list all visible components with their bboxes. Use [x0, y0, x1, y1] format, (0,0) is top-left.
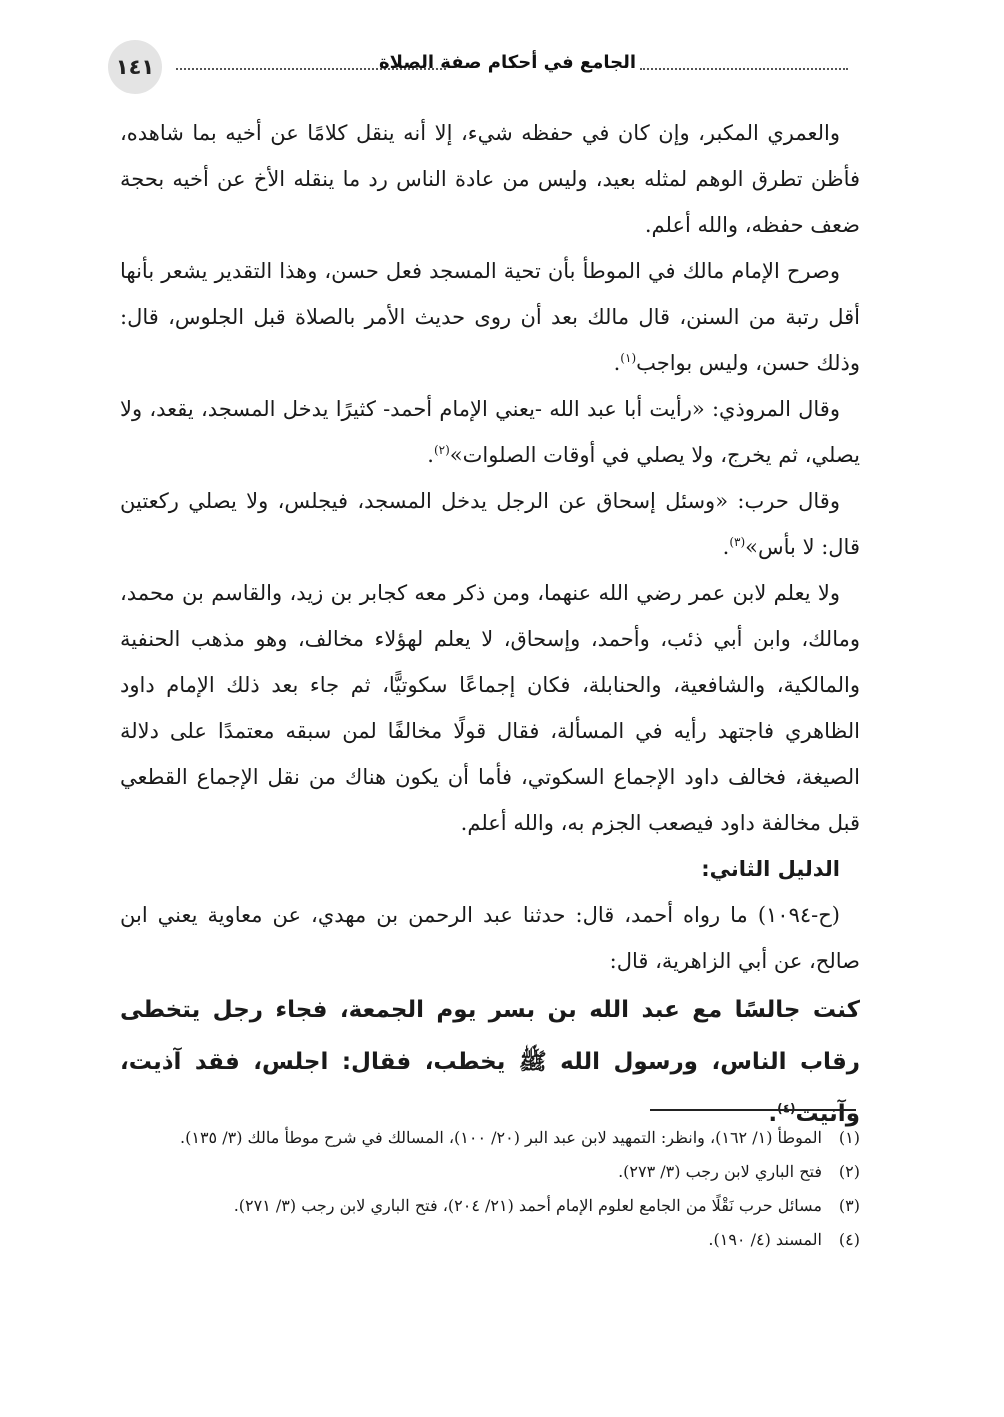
- sentence-end: .: [722, 535, 730, 559]
- hadith-text: [120, 984, 860, 1140]
- paragraph-text: (ح-١٠٩٤) ما رواه أحمد، قال: حدثنا عبد الرحمن بن مهدي، عن معاوية يعني ابن صالح، عن أبي الزاهرية، قال:: [120, 903, 860, 973]
- paragraph-text: ولا يعلم لابن عمر رضي الله عنهما، ومن ذكر معه كجابر بن زيد، والقاسم بن محمد، ومالك، وابن أبي ذئب، وأحمد، وإسحاق، لا يعلم لهؤلاء مخالف، وهو مذهب الحنفية والمالكية، والشافعية، والحنابلة، فكان إجماعًا سكوتيًّا، ثم جاء بعد ذلك الإمام داود الظاهري فاجتهد رأيه في المسألة، فقال قولًا مخالفًا لمن سبقه معتمدًا على دلالة الصيغة، فخالف داود الإجماع السكوتي، فأما أن يكون هناك من نقل الإجماع القطعي قبل مخالفة داود فيصعب الجزم به، والله أعلم.: [120, 581, 860, 835]
- header-dotted-leader-right: [640, 68, 848, 70]
- paragraph: [120, 478, 860, 570]
- footnote-item: [120, 1124, 860, 1152]
- paragraph: [120, 386, 860, 478]
- paragraph-text: وقال المروذي: «رأيت أبا عبد الله -يعني الإمام أحمد- كثيرًا يدخل المسجد، يقعد، ولا يصلي، ثم يخرج، ولا يصلي في أوقات الصلوات»: [120, 397, 860, 467]
- footnotes: [120, 1124, 860, 1260]
- footnote-number: (٣): [838, 1196, 860, 1215]
- paragraph: [120, 570, 860, 846]
- page-number-badge: ١٤١: [108, 40, 162, 94]
- footnote-number: (٢): [838, 1162, 860, 1181]
- sentence-end: .: [768, 1101, 778, 1127]
- footnote-text: المسند (٤/ ١٩٠).: [708, 1230, 822, 1249]
- footnote-item: [120, 1158, 860, 1186]
- paragraph: [120, 110, 860, 248]
- footnote-number: (٤): [838, 1230, 860, 1249]
- book-title: الجامع في أحكام صفة الصلاة: [379, 52, 636, 73]
- footnote-marker[interactable]: (٣): [729, 535, 746, 549]
- footnote-text: فتح الباري لابن رجب (٣/ ٢٧٣).: [618, 1162, 822, 1181]
- footnote-text: الموطأ (١/ ١٦٢)، وانظر: التمهيد لابن عبد البر (٢٠/ ١٠٠)، المسالك في شرح موطأ مالك (٣/ ١٣٥).: [180, 1128, 822, 1147]
- sentence-end: .: [427, 443, 434, 467]
- main-text: [120, 110, 860, 1140]
- footnote-marker[interactable]: (٤): [777, 1101, 796, 1116]
- paragraph-text: وصرح الإمام مالك في الموطأ بأن تحية المسجد فعل حسن، وهذا التقدير يشعر بأنها أقل رتبة من السنن، قال مالك بعد أن روى حديث الأمر بالصلاة قبل الجلوس، قال: وذلك حسن، وليس بواجب: [120, 259, 860, 375]
- paragraph-text: وقال حرب: «وسئل إسحاق عن الرجل يدخل المسجد، فيجلس، ولا يصلي ركعتين قال: لا بأس»: [120, 489, 860, 559]
- running-header: [108, 40, 848, 96]
- footnote-number: (١): [838, 1128, 860, 1147]
- footnote-item: [120, 1192, 860, 1220]
- paragraph: [120, 892, 860, 984]
- footnote-item: [120, 1226, 860, 1254]
- hadith-body: كنت جالسًا مع عبد الله بن بسر يوم الجمعة، فجاء رجل يتخطى رقاب الناس، ورسول الله ﷺ يخطب، فقال: اجلس، فقد آذيت، وآنيت: [120, 997, 860, 1127]
- paragraph: [120, 248, 860, 386]
- footnote-text: مسائل حرب نَقْلًا من الجامع لعلوم الإمام أحمد (٢١/ ٢٠٤)، فتح الباري لابن رجب (٣/ ٢٧١).: [233, 1196, 822, 1215]
- paragraph-text: والعمري المكبر، وإن كان في حفظه شيء، إلا أنه ينقل كلامًا عن أخيه بما شاهده، فأظن تطرق الوهم لمثله بعيد، وليس من عادة الناس رد ما ينقله الأخ عن أخيه بحجة ضعف حفظه، والله أعلم.: [120, 121, 860, 237]
- section-heading: الدليل الثاني:: [701, 857, 840, 881]
- sentence-end: .: [613, 351, 621, 375]
- footnote-marker[interactable]: (٢): [433, 443, 450, 457]
- footnote-separator: [650, 1109, 856, 1111]
- footnote-marker[interactable]: (١): [620, 351, 637, 365]
